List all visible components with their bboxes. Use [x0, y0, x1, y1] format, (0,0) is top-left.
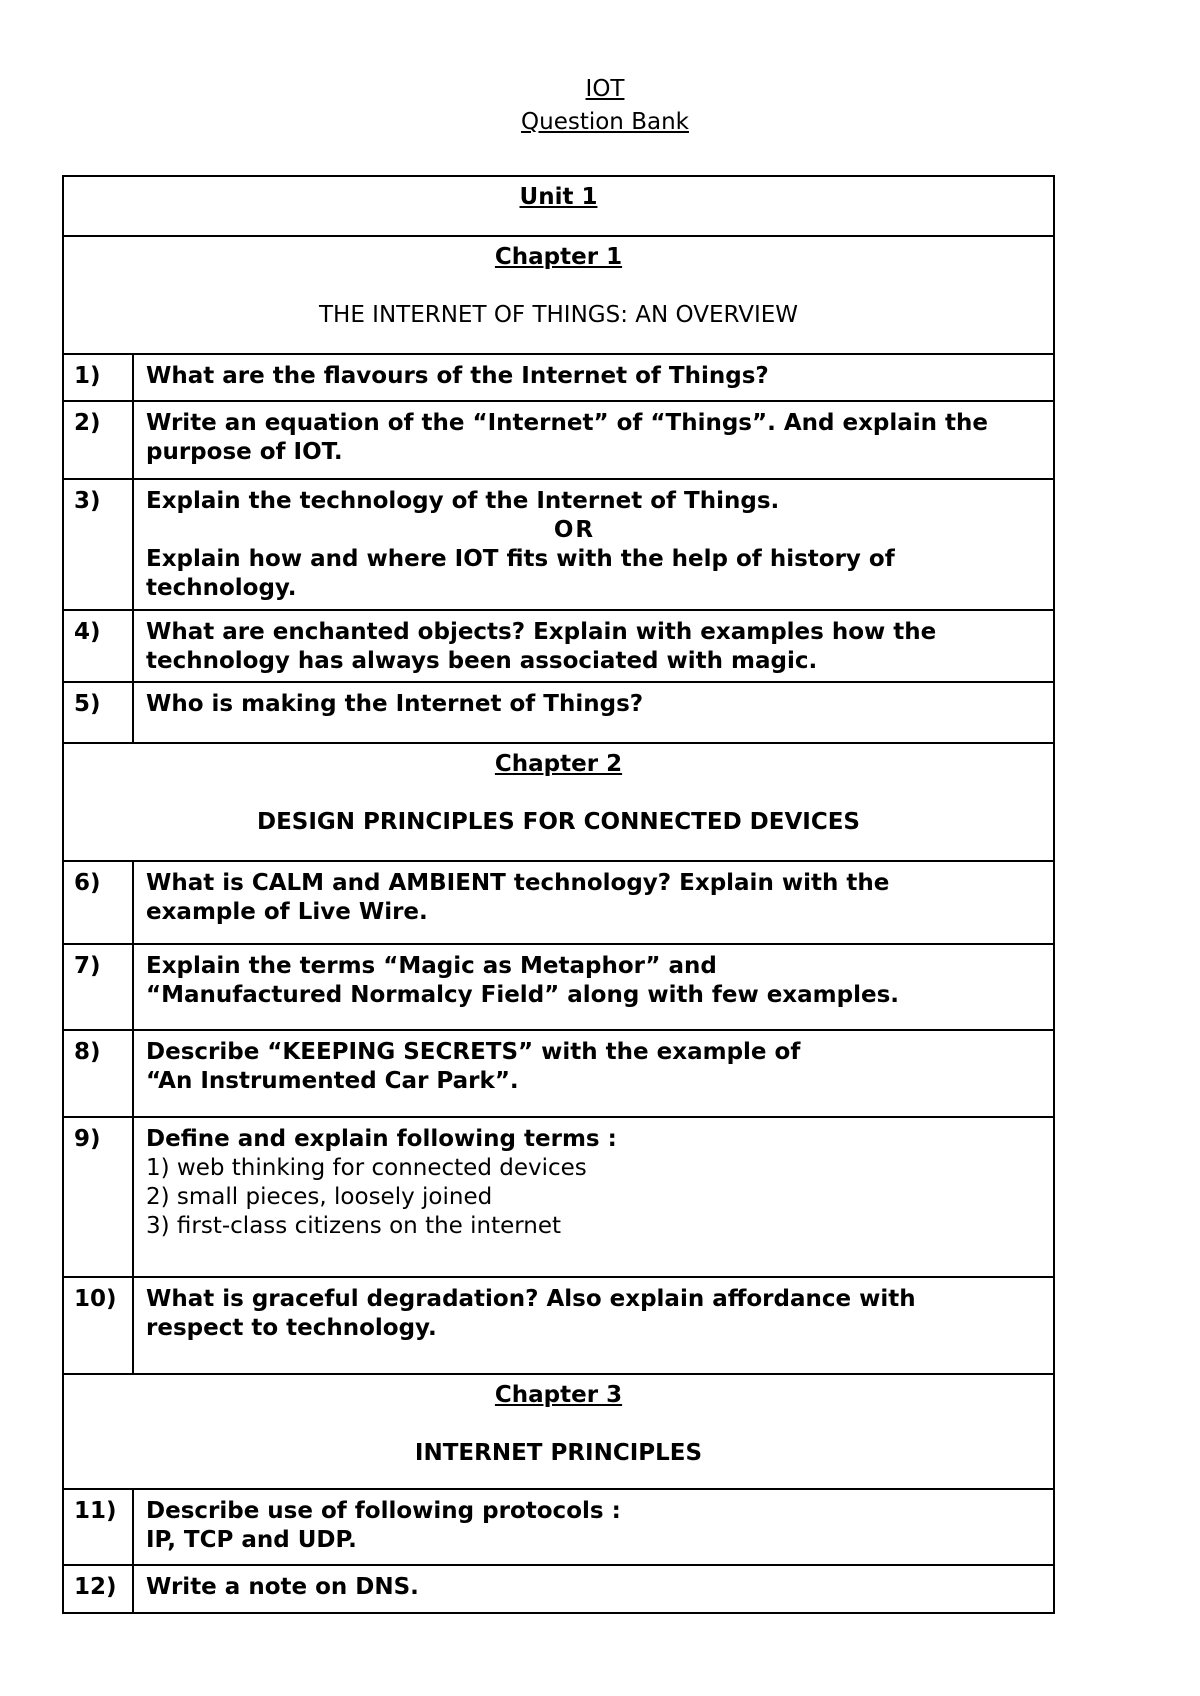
question-row — [63, 1117, 1054, 1277]
unit-header-row — [63, 176, 1054, 236]
question-row — [63, 610, 1054, 682]
question-number: 6) — [63, 861, 133, 944]
question-number: 8) — [63, 1030, 133, 1117]
question-text: Describe use of following protocols : — [146, 1498, 621, 1524]
question-number: 7) — [63, 944, 133, 1030]
question-row — [63, 1565, 1054, 1613]
question-text: What is CALM and AMBIENT technology? Explain with the — [146, 870, 890, 896]
question-text: What are the flavours of the Internet of Things? — [146, 363, 769, 389]
question-text: Describe “KEEPING SECRETS” with the example of — [146, 1039, 801, 1065]
document-subtitle: Question Bank — [521, 109, 689, 135]
question-number: 12) — [63, 1565, 133, 1613]
question-text: technology has always been associated with magic. — [146, 648, 818, 674]
question-text: example of Live Wire. — [146, 899, 428, 925]
chapter-header-row — [63, 236, 1054, 354]
chapter-label: Chapter 2 — [494, 751, 623, 777]
question-number: 5) — [63, 682, 133, 743]
question-row — [63, 944, 1054, 1030]
question-text: IP, TCP and UDP. — [146, 1527, 357, 1553]
chapter-name: INTERNET PRINCIPLES — [414, 1440, 703, 1466]
question-number: 4) — [63, 610, 133, 682]
question-row — [63, 861, 1054, 944]
question-row — [63, 401, 1054, 479]
unit-label: Unit 1 — [519, 184, 598, 210]
question-row — [63, 479, 1054, 610]
question-number: 11) — [63, 1489, 133, 1565]
question-text: Explain the terms “Magic as Metaphor” and — [146, 953, 717, 979]
question-row — [63, 1489, 1054, 1565]
question-row — [63, 1030, 1054, 1117]
chapter-header-row — [63, 743, 1054, 861]
question-number: 10) — [63, 1277, 133, 1374]
question-number: 1) — [63, 354, 133, 401]
question-text: What are enchanted objects? Explain with examples how the — [146, 619, 937, 645]
question-text: technology. — [146, 575, 297, 601]
chapter-name: DESIGN PRINCIPLES FOR CONNECTED DEVICES — [257, 809, 860, 835]
chapter-header-row — [63, 1374, 1054, 1489]
question-text: “Manufactured Normalcy Field” along with few examples. — [146, 982, 899, 1008]
document-title: IOT — [585, 76, 625, 102]
question-number: 9) — [63, 1117, 133, 1277]
chapter-label: Chapter 1 — [494, 244, 623, 270]
question-table — [62, 175, 1055, 1614]
question-text: Define and explain following terms : — [146, 1126, 617, 1152]
question-text: Explain the technology of the Internet of Things. — [146, 488, 780, 514]
or-separator: OR — [553, 517, 596, 543]
question-text: purpose of IOT. — [146, 439, 343, 465]
question-text: Write an equation of the “Internet” of “Things”. And explain the — [146, 410, 989, 436]
question-text: respect to technology. — [146, 1315, 437, 1341]
question-text: Write a note on DNS. — [146, 1574, 419, 1600]
question-text: What is graceful degradation? Also explain affordance with — [146, 1286, 916, 1312]
list-item: 1) web thinking for connected devices — [146, 1155, 587, 1181]
list-item: 2) small pieces, loosely joined — [146, 1184, 493, 1210]
question-row — [63, 1277, 1054, 1374]
question-row — [63, 354, 1054, 401]
chapter-name: THE INTERNET OF THINGS: AN OVERVIEW — [318, 302, 799, 328]
question-text: Who is making the Internet of Things? — [146, 691, 644, 717]
question-row — [63, 682, 1054, 743]
question-text: Explain how and where IOT fits with the help of history of — [146, 546, 895, 572]
chapter-label: Chapter 3 — [494, 1382, 623, 1408]
question-number: 2) — [63, 401, 133, 479]
question-text: “An Instrumented Car Park”. — [146, 1068, 519, 1094]
list-item: 3) first-class citizens on the internet — [146, 1213, 562, 1239]
question-number: 3) — [63, 479, 133, 610]
